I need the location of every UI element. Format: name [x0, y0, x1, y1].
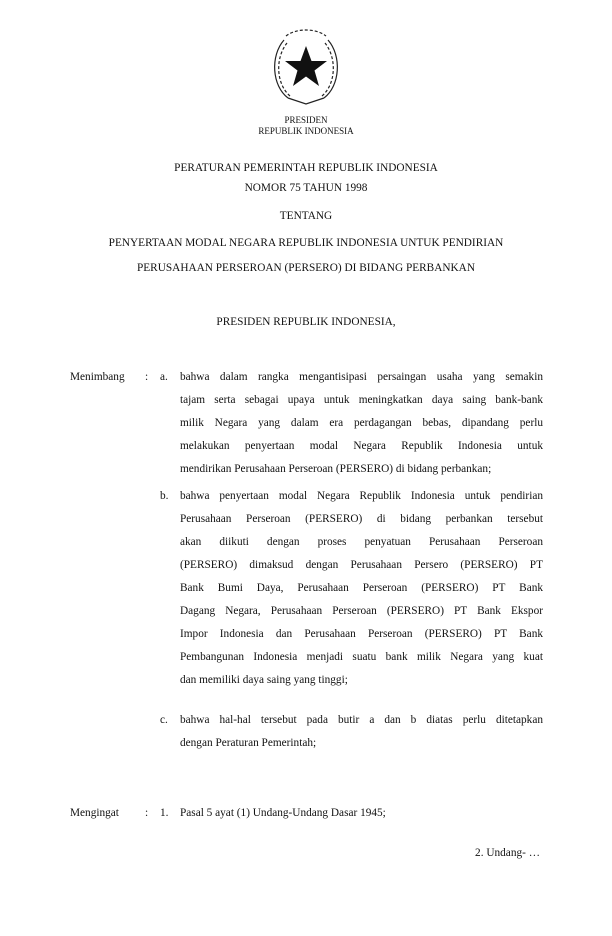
text-line: dengan Peraturan Pemerintah; — [180, 737, 317, 749]
text-line: Impor Indonesia dan Perusahaan Perseroan (PERSERO) PT Bank — [180, 628, 543, 640]
text-line: melakukan penyertaan modal Negara Republik Indonesia untuk — [180, 440, 543, 452]
garuda-emblem — [266, 26, 346, 108]
regulation-title: PERATURAN PEMERINTAH REPUBLIK INDONESIA — [174, 162, 438, 174]
text-line: akan diikuti dengan proses penyatuan Perusahaan Perseroan — [180, 536, 543, 548]
regulation-number: NOMOR 75 TAHUN 1998 — [244, 182, 368, 194]
emblem-caption-1: PRESIDEN — [284, 115, 328, 125]
text-line: tajam serta sebagai upaya untuk meningkatkan daya saing bank-bank — [180, 394, 543, 406]
mengingat-item-1: Pasal 5 ayat (1) Undang-Undang Dasar 1945; — [180, 807, 386, 819]
text-line: Perusahaan Perseroan (PERSERO) di bidang perbankan tersebut — [180, 513, 543, 525]
president-heading: PRESIDEN REPUBLIK INDONESIA, — [216, 316, 396, 328]
menimbang-label: Menimbang — [70, 371, 125, 383]
text-line: Dagang Negara, Perusahaan Perseroan (PERSERO) PT Bank Ekspor — [180, 605, 543, 617]
item-marker: 1. — [160, 807, 169, 819]
item-marker: b. — [160, 490, 169, 502]
subject-line-1: PENYERTAAN MODAL NEGARA REPUBLIK INDONESIA UNTUK PENDIRIAN — [108, 237, 504, 249]
subject-line-2: PERUSAHAAN PERSEROAN (PERSERO) DI BIDANG PERBANKAN — [137, 262, 475, 274]
item-marker: a. — [160, 371, 168, 383]
item-marker: c. — [160, 714, 168, 726]
mengingat-label: Mengingat — [70, 807, 119, 819]
text-line: bahwa penyertaan modal Negara Republik Indonesia untuk pendirian — [180, 490, 543, 502]
text-line: bahwa hal-hal tersebut pada butir a dan b diatas perlu ditetapkan — [180, 714, 543, 726]
emblem-caption-2: REPUBLIK INDONESIA — [258, 126, 354, 136]
text-line: milik Negara yang dalam era perdagangan bebas, dipandang perlu — [180, 417, 543, 429]
text-line: bahwa dalam rangka mengantisipasi persaingan usaha yang semakin — [180, 371, 543, 383]
text-line: (PERSERO) dimaksud dengan Perusahaan Persero (PERSERO) PT — [180, 559, 543, 571]
menimbang-colon: : — [145, 371, 149, 383]
page-continuation: 2. Undang- … — [475, 847, 540, 859]
text-line: dan memiliki daya saing yang tinggi; — [180, 674, 348, 686]
mengingat-colon: : — [145, 807, 149, 819]
text-line: Bank Bumi Daya, Perusahaan Perseroan (PERSERO) PT Bank — [180, 582, 543, 594]
text-line: mendirikan Perusahaan Perseroan (PERSERO) di bidang perbankan; — [180, 463, 492, 475]
text-line: Pembangunan Indonesia menjadi suatu bank milik Negara yang kuat — [180, 651, 543, 663]
tentang-heading: TENTANG — [279, 210, 333, 222]
